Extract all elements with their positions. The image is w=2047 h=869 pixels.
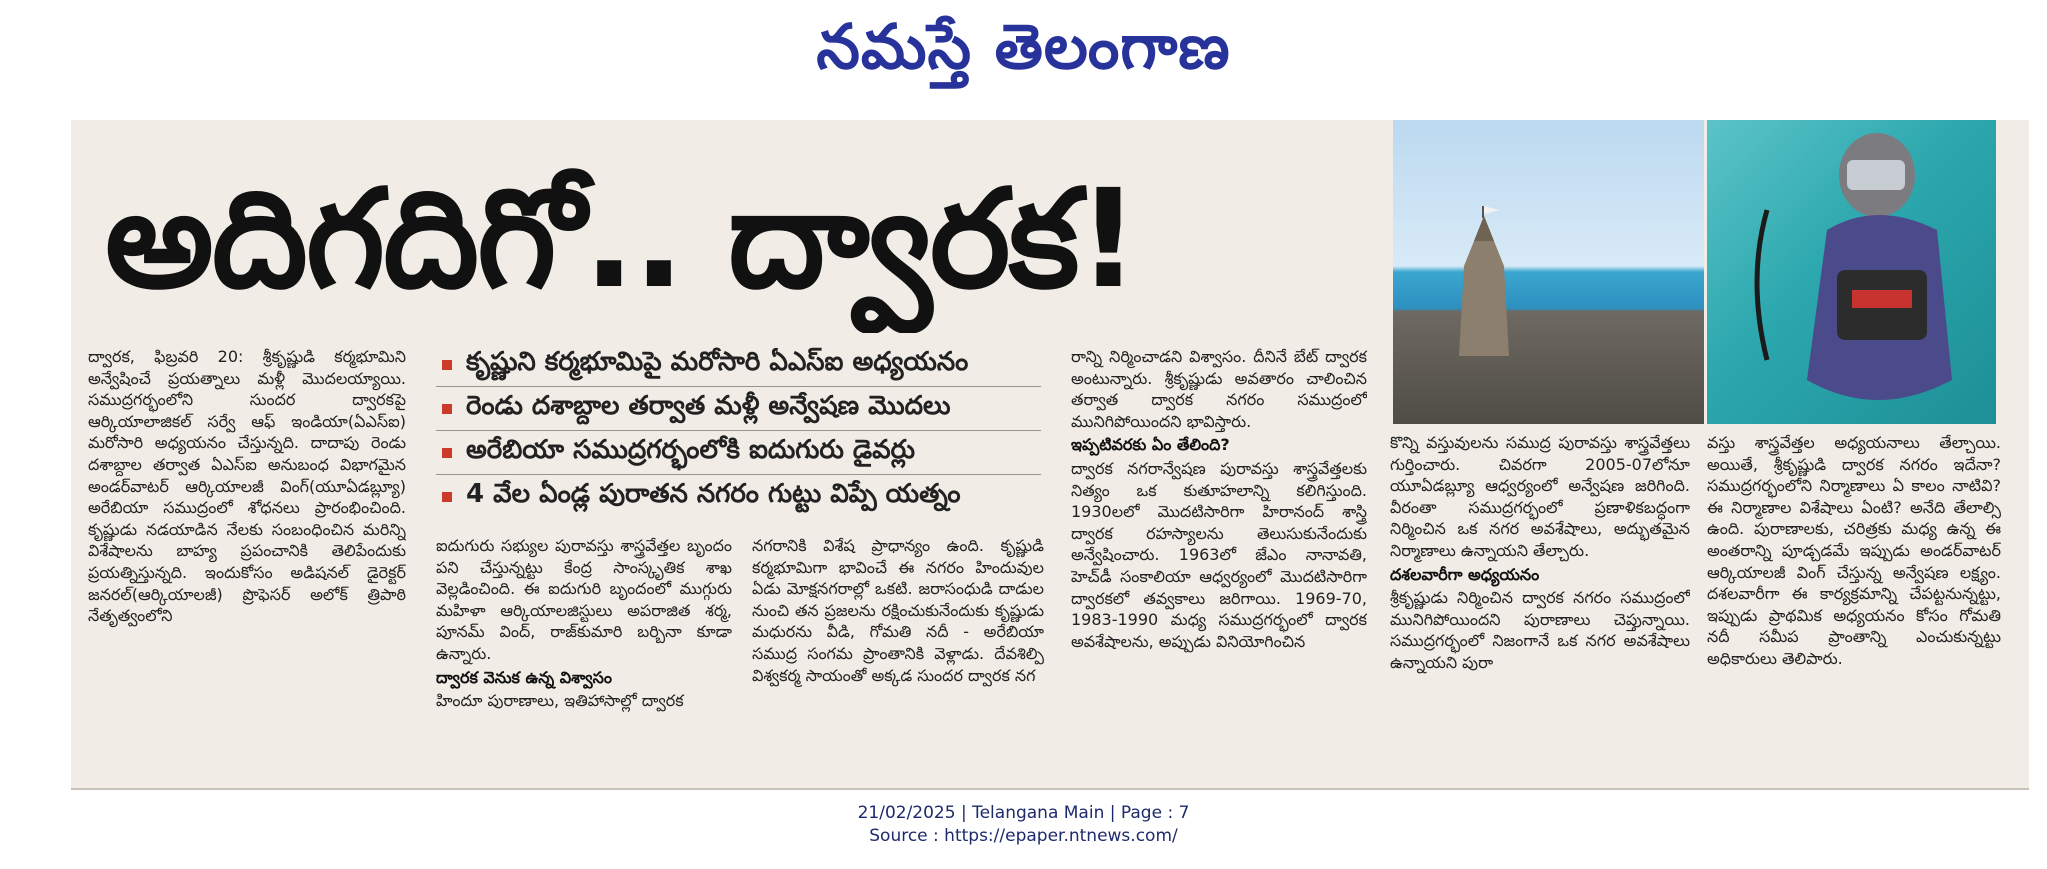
article-column-6 (1707, 432, 2001, 764)
bullet-icon (442, 404, 452, 414)
column-2-tail: హిందూ పురాణాలు, ఇతిహాసాల్లో ద్వారక (436, 691, 684, 711)
column-4-top-text: రాన్ని నిర్మించాడని విశ్వాసం. దీనినే బేట్ ద్వారక అంటున్నారు. శ్రీకృష్ణుడు అవతారం చాలించిన తర్వాత ద్వారక నగరం సముద్రంలో మునిగిపోయిందని భావిస్తారు. (1071, 347, 1367, 431)
page-footer-date: 21/02/2025 | Telangana Main | Page : 7 (857, 803, 1190, 823)
bullet-icon (442, 448, 452, 458)
highlight-text: అరేబియా సముద్రగర్భంలోకి ఐదుగురు డైవర్లు (466, 434, 916, 465)
highlight-text: కృష్ణుని కర్మభూమిపై మరోసారి ఏఎస్ఐ అధ్యయనం (466, 346, 969, 377)
highlight-text: 4 వేల ఏండ్ల పురాతన నగరం గుట్టు విప్పే యత్నం (466, 478, 961, 509)
diver-shape (1707, 120, 1996, 424)
column-2-subheading: ద్వారక వెనుక ఉన్న విశ్వాసం (436, 667, 612, 687)
article-column-1 (88, 346, 406, 764)
column-1-text: ద్వారక, ఫిబ్రవరి 20: శ్రీకృష్ణుడి కర్మభూమిని అన్వేషించే ప్రయత్నాలు మళ్లీ మొదలయ్యాయి. సముద్రగర్భంలోని సుందర ద్వారకపై ఆర్కియాలాజికల్ సర్వే ఆఫ్ ఇండియా(ఏఎస్ఐ) మరోసారి అధ్యయనం చేస్తున్నది. దాదాపు రెండు దశాబ్దాల తర్వాత ఏఎస్ఐ అనుబంధ విభాగమైన అండర్‌వాటర్ ఆర్కియాలజీ వింగ్(యూఏడబ్ల్యూ) అరేబియా సముద్రంలో శోధనలు ప్రారంభించింది. కృష్ణుడు నడయాడిన నేలకు సంబంధించిన మరిన్ని విశేషాలను బాహ్య ప్రపంచానికి తెలిపేందుకు ప్రయత్నిస్తున్నది. ఇందుకోసం అడిషనల్ డైరెక్టర్ జనరల్(ఆర్కియాలజీ) ప్రొఫెసర్ అలోక్ త్రిపాఠి నేతృత్వంలోని (88, 347, 406, 626)
article-column-3 (752, 535, 1044, 765)
column-4-body-text: ద్వారక నగరాన్వేషణ పురావస్తు శాస్త్రవేత్తలకు నిత్యం ఒక కుతూహలాన్ని కలిగిస్తుంది. 1930లలో మొదటిసారిగా హిరానంద్ శాస్త్రి ద్వారక రహస్యాలను తెలుసుకునేందుకు అన్వేషించారు. 1963లో జేఎం నానావతి, హెచ్‌డీ సంకాలియా ఆధ్వర్యంలో మొదటిసారిగా ద్వారకలో తవ్వకాలు జరిగాయి. 1969-70, 1983-1990 మధ్య సముద్రగర్భంలో ద్వారక అవశేషాలను, అప్పుడు వినియోగించిన (1071, 458, 1367, 651)
column-3-text: నగరానికి విశేష ప్రాధాన్యం ఉంది. కృష్ణుడి కర్మభూమిగా భావించే ఈ నగరం హిందువుల ఏడు మోక్షనగరాల్లో ఒకటి. జరాసంధుడి దాడుల నుంచి తన ప్రజలను రక్షించుకునేందుకు కృష్ణుడు మధురను వీడి, గోమతి నదీ - అరేబియా సముద్ర సంగమ ప్రాంతానికి వెళ్లాడు. దేవశిల్పి విశ్వకర్మ సాయంతో అక్కడ సుందర ద్వారక నగ (752, 536, 1044, 685)
article-column-5 (1390, 432, 1690, 764)
column-6-text: వస్తు శాస్త్రవేత్తల అధ్యయనాలు తేల్చాయి. అయితే, శ్రీకృష్ణుడి ద్వారక నగరం ఇదేనా? సముద్రగర్భంలోని నిర్మాణాలు ఏ కాలం నాటివి? ఈ నిర్మాణాల విశేషాలు ఏంటి? అనేది తేలాల్సి ఉంది. పురాణాలకు, చరిత్రకు మధ్య ఉన్న ఈ అంతరాన్ని పూడ్చడమే ఇప్పుడు అండర్‌వాటర్ ఆర్కియాలజీ వింగ్ చేస్తున్న అన్వేషణ లక్ష్యం. దశలవారీగా ఈ కార్యక్రమాన్ని చేపట్టనున్నట్టు, ఇప్పుడు ప్రాథమిక అధ్యయనం కోసం గోమతి నదీ సమీప ప్రాంతాన్ని ఎంచుకున్నట్టు అధికారులు తెలిపారు. (1707, 433, 2001, 668)
article-headline: అదిగదిగో.. ద్వారక! (105, 161, 1138, 319)
temple-photo (1393, 120, 1704, 424)
column-4-subheading: ఇప్పటివరకు ఏం తేలింది? (1071, 435, 1230, 455)
highlights-list (436, 343, 1041, 533)
highlight-item (436, 387, 1041, 431)
masthead-logo: నమస్తే తెలంగాణ (816, 10, 1231, 83)
highlight-item (436, 431, 1041, 475)
column-5-subheading: దశలవారీగా అధ్యయనం (1390, 564, 1540, 584)
article-column-4 (1071, 346, 1367, 764)
column-5-body-text: శ్రీకృష్ణుడు నిర్మించిన ద్వారక నగరం సముద్రంలో మునిగిపోయిందని పురాణాలు చెప్తున్నాయి. సముద్రగర్భంలో నిజంగానే ఒక నగర అవశేషాలు ఉన్నాయని పురా (1390, 588, 1690, 672)
article-column-2 (436, 535, 732, 765)
highlight-item (436, 475, 1041, 518)
bullet-icon (442, 492, 452, 502)
column-5-text: కొన్ని వస్తువులను సముద్ర పురావస్తు శాస్త్రవేత్తలు గుర్తించారు. చివరగా 2005-07లోనూ యూఏడబ్ల్యూ ఆధ్వర్యంలో అన్వేషణ జరిగింది. వీరంతా సముద్రగర్భంలో ప్రణాళికబద్ధంగా నిర్మించిన ఒక నగర అవశేషాలు, అద్భుతమైన నిర్మాణాలు ఉన్నాయని తేల్చారు. (1390, 433, 1690, 560)
column-2-text: ఐదుగురు సభ్యుల పురావస్తు శాస్త్రవేత్తల బృందం పని చేస్తున్నట్టు కేంద్ర సాంస్కృతిక శాఖ వెల్లడించింది. ఈ ఐదుగురి బృందంలో ముగ్గురు మహిళా ఆర్కియాలజిస్టులు అపరాజిత శర్మ, పూనమ్ వింద్, రాజ్‌కుమారి బర్బినా కూడా ఉన్నారు. (436, 536, 732, 663)
bullet-icon (442, 360, 452, 370)
diver-photo (1707, 120, 1996, 424)
temple-shape (1449, 206, 1519, 356)
page-footer-source: Source : https://epaper.ntnews.com/ (869, 826, 1178, 846)
highlight-text: రెండు దశాబ్దాల తర్వాత మళ్లీ అన్వేషణ మొదలు (466, 390, 951, 421)
highlight-item (436, 343, 1041, 387)
